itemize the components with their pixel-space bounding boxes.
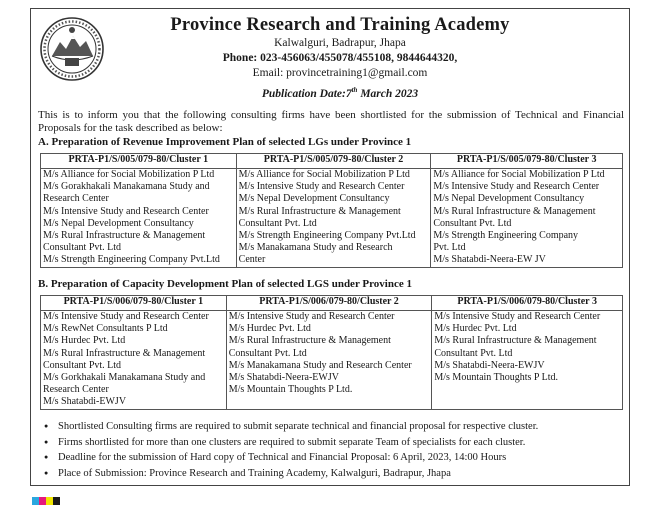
firm-name: M/s Shatabdi-EWJV <box>43 396 127 408</box>
cluster-header: PRTA-P1/S/005/079-80/Cluster 2 <box>236 154 431 169</box>
section-b-title: B. Preparation of Capacity Development Plan of selected LGS under Province 1 <box>38 278 412 290</box>
firm-name: M/s Gorkhakali Manakamana Study and <box>43 372 206 384</box>
organization-phone: Phone: 023-456063/455078/455108, 9844644320, <box>222 52 458 64</box>
organization-email: Email: provincetraining1@gmail.com <box>252 67 428 79</box>
academy-seal-icon <box>38 16 106 82</box>
organization-address: Kalwalguri, Badrapur, Jhapa <box>274 37 406 49</box>
firm-name: M/s Strength Engineering Company Pvt.Ltd <box>43 254 220 266</box>
firm-name: M/s Intensive Study and Research Center <box>434 311 601 322</box>
cluster-firms-cell <box>236 169 431 268</box>
firm-name: Center <box>238 254 266 266</box>
firm-name: M/s Shatabdi-Neera-EW JV <box>433 254 546 266</box>
print-color-swatch <box>39 497 46 505</box>
table-header-row <box>41 296 623 311</box>
notice-header <box>110 14 570 103</box>
firm-name: M/s Manakamana Study and Research <box>238 242 393 254</box>
print-color-swatch <box>46 497 53 505</box>
firm-name: M/s Nepal Development Consultancy <box>238 193 390 205</box>
firm-name: Research Center <box>43 193 109 205</box>
firm-name: M/s Intensive Study and Research Center <box>433 181 600 193</box>
firm-name: M/s Intensive Study and Research Center <box>228 311 395 322</box>
firm-name: M/s Hurdec Pvt. Ltd <box>228 323 311 335</box>
firm-name: M/s Nepal Development Consultancy <box>433 193 585 205</box>
firm-name: M/s Hurdec Pvt. Ltd <box>43 335 126 347</box>
firm-name: Pvt. Ltd <box>433 242 466 254</box>
table-header-row <box>41 154 623 169</box>
notes-list <box>42 419 538 481</box>
cluster-firms-cell <box>41 311 227 410</box>
cluster-firms-cell <box>226 311 432 410</box>
section-b-table <box>40 295 623 410</box>
cluster-firms-cell <box>432 311 623 410</box>
firm-name: Consultant Pvt. Ltd <box>433 217 512 229</box>
firm-name: M/s Gorakhakali Manakamana Study and <box>43 181 210 193</box>
note-item: ● Shortlisted Consulting firms are required to submit separate technical and financial proposal for respective cluster. <box>42 419 538 435</box>
table-row <box>41 311 623 410</box>
firm-name: Consultant Pvt. Ltd <box>43 359 122 371</box>
publication-date: Publication Date:7th March 2023 <box>261 86 419 100</box>
cluster-firms-cell <box>41 169 237 268</box>
print-color-marks <box>32 497 60 505</box>
firm-name: Consultant Pvt. Ltd <box>434 347 513 359</box>
firm-name: M/s Alliance for Social Mobilization P Ltd <box>238 169 410 180</box>
firm-name: M/s Hurdec Pvt. Ltd <box>434 323 517 335</box>
firm-name: M/s Nepal Development Consultancy <box>43 217 194 229</box>
firm-name: M/s Alliance for Social Mobilization P Ltd <box>43 169 215 180</box>
note-item: ● Firms shortlisted for more than one clusters are required to submit separate Team of specialists for each cluster. <box>42 435 538 451</box>
print-color-swatch <box>32 497 39 505</box>
firm-name: M/s Mountain Thoughts P Ltd. <box>228 384 353 396</box>
firm-name: Consultant Pvt. Ltd <box>43 242 122 254</box>
intro-paragraph: This is to inform you that the following consulting firms have been shortlisted for the submission of Technical and Financial Proposals for the task described as below: <box>38 109 624 134</box>
firm-name: M/s Intensive Study and Research Center <box>43 205 209 217</box>
firm-name: Research Center <box>43 384 109 396</box>
firm-name: M/s Shatabdi-Neera-EWJV <box>228 372 339 384</box>
firm-name: M/s Alliance for Social Mobilization P Ltd <box>433 169 605 180</box>
firm-name: M/s Rural Infrastructure & Management <box>228 335 391 347</box>
cluster-header: PRTA-P1/S/006/079-80/Cluster 3 <box>432 296 623 311</box>
table-row <box>41 169 623 268</box>
firm-name: M/s Strength Engineering Company Pvt.Ltd <box>238 230 416 242</box>
note-item: ● Deadline for the submission of Hard copy of Technical and Financial Proposal: 6 April, 2023, 14:00 Hours <box>42 450 538 466</box>
cluster-header: PRTA-P1/S/006/079-80/Cluster 1 <box>41 296 227 311</box>
organization-name: Province Research and Training Academy <box>170 15 510 35</box>
firm-name: M/s RewNet Consultants P Ltd <box>43 323 168 335</box>
firm-name: M/s Rural Infrastructure & Management <box>433 205 596 217</box>
firm-name: M/s Shatabdi-Neera-EWJV <box>434 359 545 371</box>
note-item: ● Place of Submission: Province Research and Training Academy, Kalwalguri, Badrapur, Jhapa <box>42 466 538 482</box>
firm-name: M/s Rural Infrastructure & Management <box>238 205 401 217</box>
firm-name: M/s Rural Infrastructure & Management <box>43 347 206 359</box>
firm-name: M/s Manakamana Study and Research Center <box>228 359 412 371</box>
cluster-header: PRTA-P1/S/006/079-80/Cluster 2 <box>226 296 432 311</box>
firm-name: M/s Strength Engineering Company <box>433 230 579 242</box>
firm-name: Consultant Pvt. Ltd <box>238 217 317 229</box>
cluster-header: PRTA-P1/S/005/079-80/Cluster 3 <box>431 154 623 169</box>
firm-name: M/s Intensive Study and Research Center <box>238 181 405 193</box>
firm-name: Consultant Pvt. Ltd <box>228 347 307 359</box>
print-color-swatch <box>53 497 60 505</box>
firm-name: M/s Mountain Thoughts P Ltd. <box>434 372 558 384</box>
firm-name: M/s Rural Infrastructure & Management <box>434 335 597 347</box>
firm-name: M/s Rural Infrastructure & Management <box>43 230 206 242</box>
section-a-table <box>40 153 623 268</box>
firm-name: M/s Intensive Study and Research Center <box>43 311 209 322</box>
cluster-header: PRTA-P1/S/005/079-80/Cluster 1 <box>41 154 237 169</box>
section-a-title: A. Preparation of Revenue Improvement Plan of selected LGs under Province 1 <box>38 136 412 148</box>
cluster-firms-cell <box>431 169 623 268</box>
